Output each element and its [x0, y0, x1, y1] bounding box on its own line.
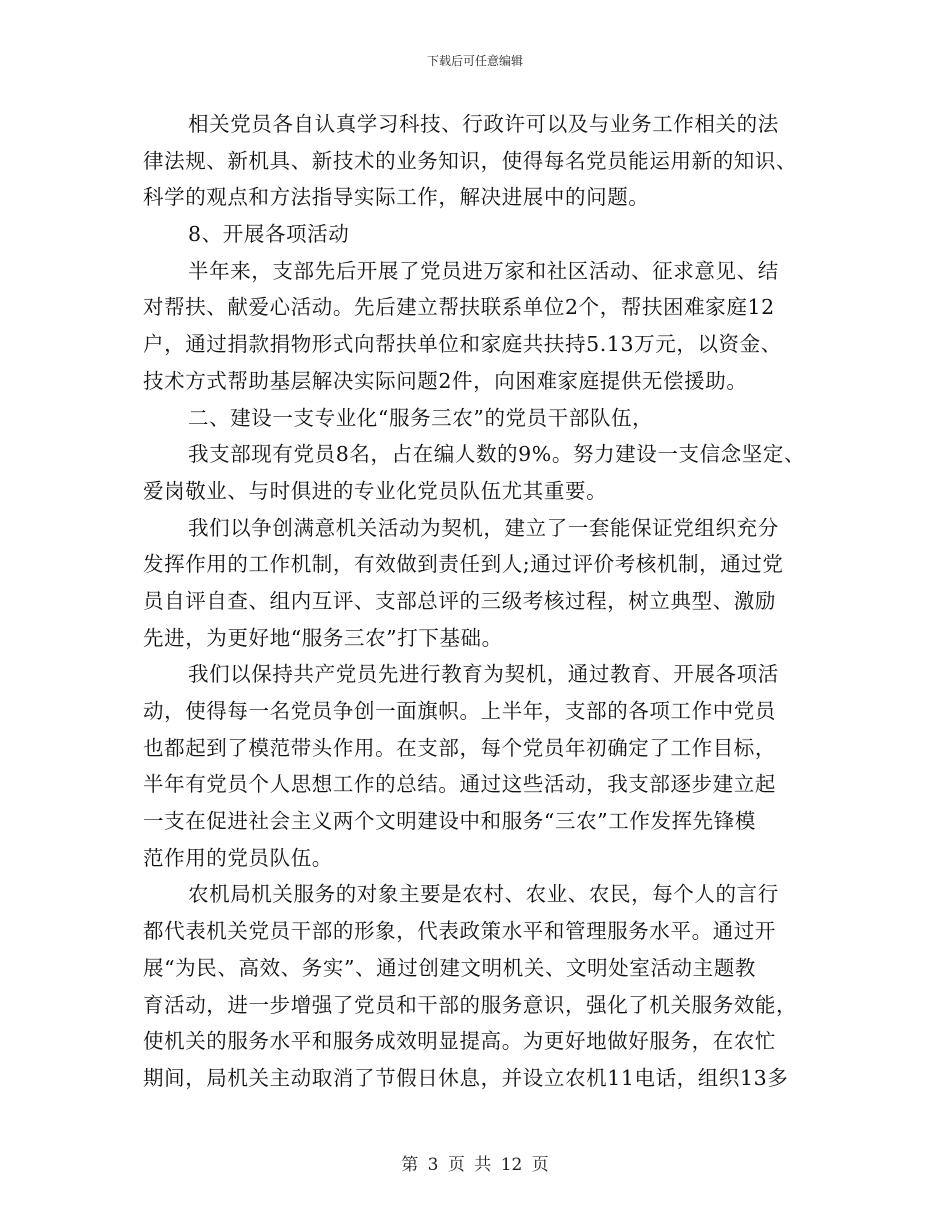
text-line: 我支部现有党员8名，占在编人数的9%。努力建设一支信念坚定、: [188, 442, 806, 467]
text-line: 员自评自查、组内互评、支部总评的三级考核过程，树立典型、激励: [143, 588, 776, 613]
text-line: 展“为民、高效、务实”、通过创建文明机关、文明处室活动主题教: [143, 955, 756, 980]
text-line: 我们以保持共产党员先进行教育为契机，通过教育、开展各项活: [188, 662, 779, 687]
text-line: 二、建设一支专业化“服务三农”的党员干部队伍，: [188, 405, 654, 430]
text-line: 我们以争创满意机关活动为契机，建立了一套能保证党组织充分: [188, 515, 779, 540]
text-line: 育活动，进一步增强了党员和干部的服务意识，强化了机关服务效能，: [143, 992, 798, 1017]
page-header: 下载后可任意编辑: [426, 54, 523, 68]
text-line: 半年来，支部先后开展了党员进万家和社区活动、征求意见、结: [188, 258, 779, 283]
text-line: 都代表机关党员干部的形象，代表政策水平和管理服务水平。通过开: [143, 919, 776, 944]
text-line: 使机关的服务水平和服务成效明显提高。为更好地做好服务，在农忙: [143, 1029, 776, 1054]
text-line: 也都起到了模范带头作用。在支部，每个党员年初确定了工作目标，: [143, 735, 776, 760]
text-line: 技术方式帮助基层解决实际问题2件，向困难家庭提供无偿援助。: [143, 368, 748, 393]
text-line: 爱岗敬业、与时俱进的专业化党员队伍尤其重要。: [143, 478, 608, 503]
text-line: 户，通过捐款捐物形式向帮扶单位和家庭共扶持5.13万元，以资金、: [143, 332, 782, 357]
text-line: 范作用的党员队伍。: [143, 845, 333, 870]
text-line: 先进，为更好地“服务三农”打下基础。: [143, 625, 503, 650]
text-line: 律法规、新机具、新技术的业务知识，使得每名党员能运用新的知识、: [143, 148, 798, 173]
document-body: [143, 106, 811, 1097]
text-line: 半年有党员个人思想工作的总结。通过这些活动，我支部逐步建立起: [143, 772, 776, 797]
text-line: 科学的观点和方法指导实际工作，解决进展中的问题。: [143, 185, 650, 210]
text-line: 一支在促进社会主义两个文明建设中和服务“三农”工作发挥先锋模: [143, 809, 756, 834]
text-line: 农机局机关服务的对象主要是农村、农业、农民，每个人的言行: [188, 882, 779, 907]
text-line: 期间，局机关主动取消了节假日休息，并设立农机11电话，组织13多: [143, 1065, 789, 1090]
text-line: 发挥作用的工作机制，有效做到责任到人;通过评价考核机制，通过党: [143, 552, 784, 577]
text-line: 相关党员各自认真学习科技、行政许可以及与业务工作相关的法: [188, 112, 779, 136]
text-line: 动，使得每一名党员争创一面旗帜。上半年，支部的各项工作中党员: [143, 699, 776, 723]
page-number: 第 3 页 共 12 页: [401, 1155, 549, 1175]
text-line: 8、开展各项活动: [188, 222, 350, 247]
text-line: 对帮扶、献爱心活动。先后建立帮扶联系单位2个，帮扶困难家庭12: [143, 295, 775, 320]
